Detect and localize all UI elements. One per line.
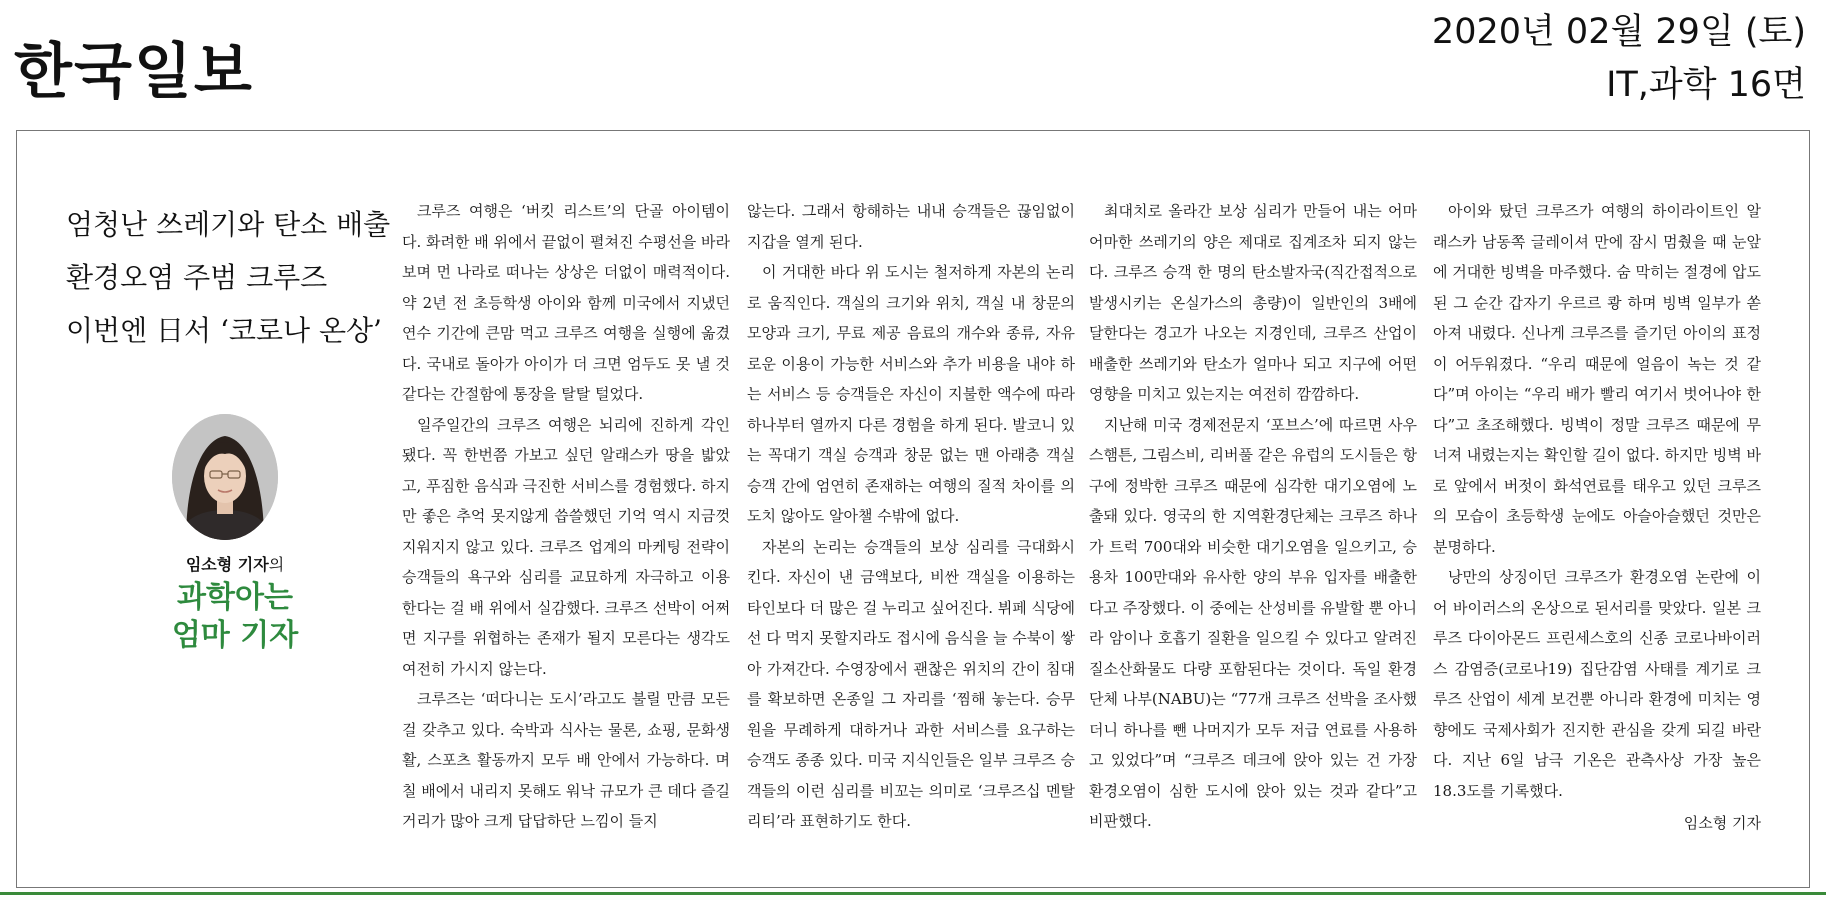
- bottom-rule: [0, 892, 1826, 895]
- reporter-photo: [172, 414, 278, 540]
- column-byline: [90, 552, 380, 655]
- article-paragraph: 최대치로 올라간 보상 심리가 만들어 내는 어마어마한 쓰레기의 양은 제대로 집계조차 되지 않는다. 크루즈 승객 한 명의 탄소발자국(직간접적으로 발생시키는 온실가스의 총량)이 일반인의 3배에 달한다는 경고가 나오는 지경인데, 크루즈 산업이 배출한 쓰레기와 탄소가 얼마나 되고 지구에 어떤 영향을 미치고 있는지는 여전히 깜깜하다.: [1089, 202, 1417, 403]
- article-column-4: [1433, 196, 1761, 839]
- article-paragraph: 크루즈는 ‘떠다니는 도시’라고도 불릴 만큼 모든 걸 갖추고 있다. 숙박과 식사는 물론, 쇼핑, 문화생활, 스포츠 활동까지 모두 배 안에서 가능하다. 며칠 배에서 내리지 못해도 워낙 규모가 큰 데다 즐길 거리가 많아 크게 답답하단 느낌이 들지: [402, 690, 730, 830]
- article-paragraph: 크루즈 여행은 ‘버킷 리스트’의 단골 아이템이다. 화려한 배 위에서 끝없이 펼쳐진 수평선을 바라보며 먼 나라로 떠나는 상상은 더없이 매력적이다. 약 2년 전 초등학생 아이와 함께 미국에서 지냈던 연수 기간에 큰맘 먹고 크루즈 여행을 실행에 옮겼다. 국내로 돌아가 아이가 더 크면 엄두도 못 낼 것 같다는 간절함에 통장을 탈탈 털었다.: [402, 202, 730, 403]
- reporter-byline: [90, 552, 380, 575]
- reporter-name: 임소형 기자: [185, 555, 269, 574]
- article-paragraph: 아이와 탔던 크루즈가 여행의 하이라이트인 알래스카 남동쪽 글레이셔 만에 잠시 멈췄을 때 눈앞에 거대한 빙벽을 마주했다. 숨 막히는 절경에 압도된 그 순간 갑자기 우르르 쾅 하며 빙벽 일부가 쏟아져 내렸다. 신나게 크루즈를 즐기던 아이의 표정이 어두워졌다. “우리 때문에 얼음이 녹는 것 같다”며 아이는 “우리 배가 빨리 여기서 벗어나야 한다”고 초조해했다. 빙벽이 정말 크루즈 때문에 무너져 내렸는지는 확인할 길이 없다. 하지만 빙벽 바로 앞에서 버젓이 화석연료를 태우고 있던 크루즈의 모습이 초등학생 눈에도 아슬아슬했던 것만은 분명하다.: [1433, 202, 1761, 556]
- article-signoff: 임소형 기자: [1683, 814, 1761, 832]
- column-title-line-1: 과학아는: [177, 580, 293, 615]
- article-column-2: [747, 196, 1075, 837]
- section-page: IT,과학 16면: [1606, 64, 1806, 105]
- article-paragraph: 자본의 논리는 승객들의 보상 심리를 극대화시킨다. 자신이 낸 금액보다, 비싼 객실을 이용하는 타인보다 더 많은 걸 누리고 싶어진다. 뷔페 식당에선 다 먹지 못할지라도 접시에 음식을 늘 수북이 쌓아 가져간다. 수영장에서 괜찮은 위치의 간이 침대를 확보하면 온종일 그 자리를 ‘찜해 놓는다. 승무원을 무례하게 대하거나 과한 서비스를 요구하는 승객도 종종 있다. 미국 지식인들은 일부 크루즈 승객들의 이런 심리를 비꼬는 의미로 ‘크루즈십 멘탈리티’라 표현하기도 한다.: [747, 537, 1075, 830]
- column-title: [90, 579, 380, 655]
- article-paragraph: 일주일간의 크루즈 여행은 뇌리에 진하게 각인됐다. 꼭 한번쯤 가보고 싶던 알래스카 땅을 밟았고, 푸짐한 음식과 극진한 서비스를 경험했다. 하지만 좋은 추억 못지않게 씁쓸했던 기억 역시 지금껏 지워지지 않고 있다. 크루즈 업계의 마케팅 전략이 승객들의 욕구와 심리를 교묘하게 자극하고 이용한다는 걸 배 위에서 실감했다. 크루즈 선박이 어쩌면 지구를 위협하는 존재가 될지 모른다는 생각도 여전히 가시지 않는다.: [402, 415, 730, 678]
- article-paragraph: 이 거대한 바다 위 도시는 철저하게 자본의 논리로 움직인다. 객실의 크기와 위치, 객실 내 창문의 모양과 크기, 무료 제공 음료의 개수와 종류, 자유로운 이용이 가능한 서비스와 추가 비용을 내야 하는 서비스 등 승객들은 자신이 지불한 액수에 따라 하나부터 열까지 다른 경험을 하게 된다. 발코니 있는 꼭대기 객실 승객과 창문 없는 맨 아래층 객실 승객 간에 엄연히 존재하는 여행의 질적 차이를 의도치 않아도 알아챌 수밖에 없다.: [747, 263, 1075, 525]
- article-column-3: [1089, 196, 1417, 837]
- article-column-1: [402, 196, 730, 837]
- headline-line-1: 엄청난 쓰레기와 탄소 배출: [66, 208, 391, 241]
- column-title-line-2: 엄마 기자: [171, 618, 299, 653]
- reporter-portrait-image: [172, 414, 278, 540]
- publication-date: 2020년 02월 29일 (토): [1431, 12, 1806, 52]
- headline-line-3: 이번엔 日서 ‘코로나 온상’: [66, 314, 382, 347]
- article-paragraph: 않는다. 그래서 항해하는 내내 승객들은 끊임없이 지갑을 열게 된다.: [747, 202, 1075, 251]
- article-paragraph: 지난해 미국 경제전문지 ‘포브스’에 따르면 사우스햄튼, 그림스비, 리버풀 같은 유럽의 도시들은 항구에 정박한 크루즈 때문에 심각한 대기오염에 노출돼 있다. 영국의 한 지역환경단체는 크루즈 하나가 트럭 700대와 비슷한 대기오염을 일으키고, 승용차 100만대와 유사한 양의 부유 입자를 배출한다고 주장했다. 이 중에는 산성비를 유발할 뿐 아니라 암이나 호흡기 질환을 일으킬 수 있다고 알려진 질소산화물도 다량 포함된다는 것이다. 독일 환경단체 나부(NABU)는 “77개 크루즈 선박을 조사했더니 하나를 뺀 나머지가 모두 저급 연료를 사용하고 있었다”며 “크루즈 데크에 앉아 있는 건 가장 환경오염이 심한 도시에 앉아 있는 것과 같다”고 비판했다.: [1089, 415, 1417, 830]
- article-paragraph: 낭만의 상징이던 크루즈가 환경오염 논란에 이어 바이러스의 온상으로 된서리를 맞았다. 일본 크루즈 다이아몬드 프린세스호의 신종 코로나바이러스 감염증(코로나19) 집단감염 사태를 계기로 크루즈 산업이 세계 보건뿐 아니라 환경에 미치는 영향에도 국제사회가 진지한 관심을 갖게 되길 바란다. 지난 6일 남극 기온은 관측사상 가장 높은 18.3도를 기록했다.: [1433, 568, 1761, 800]
- article-headline: [66, 198, 391, 357]
- newspaper-masthead: 한국일보: [14, 37, 254, 107]
- reporter-name-suffix: 의: [268, 555, 285, 574]
- headline-line-2: 환경오염 주범 크루즈: [66, 261, 328, 294]
- dateline: [1432, 6, 1806, 111]
